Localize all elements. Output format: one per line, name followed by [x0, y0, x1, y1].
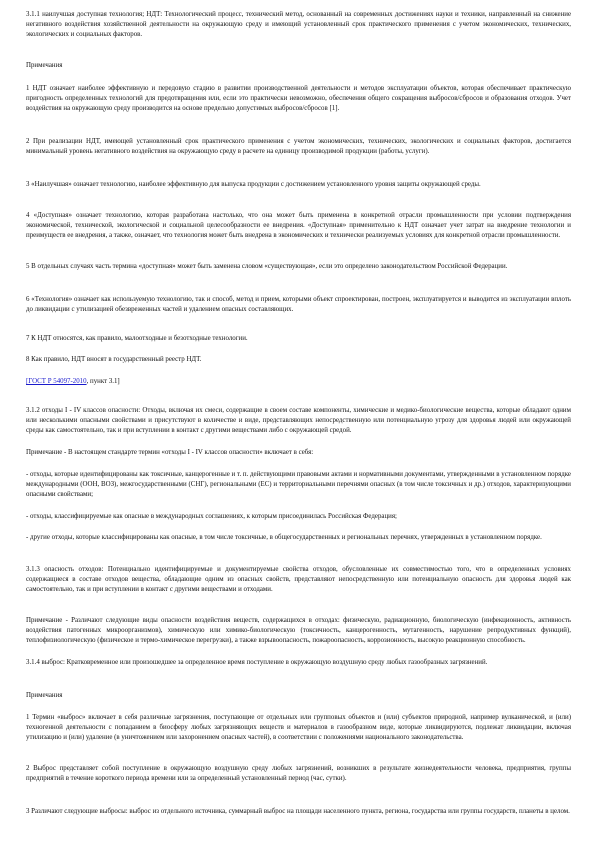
- gost-reference-link[interactable]: [ГОСТ Р 54097-2010: [26, 378, 87, 385]
- note-4: 4 «Доступная» означает технологию, которая разработана настолько, что она может быть применена в конкретной отрасли промышленности при условии подтверждения экономической, технической, экологической и социальной целесообразности ее внедрения. «Доступная» применительно к НДТ означает учет затрат на внедрение технологии и преимуществ ее внедрения, а также, означает, что технология может быть внедрена в экономических и технически реализуемых условиях для конкретной отрасли промышленности.: [26, 212, 571, 240]
- note-waste-intro: Примечание - В настоящем стандарте термин «отходы I - IV классов опасности» включает в себя:: [26, 449, 314, 456]
- note-danger-types: Примечание - Различают следующие виды опасности воздействия веществ, содержащихся в отходах: физическую, радиационную, биологическую (инфекционность, активность воздействия патогенных микроорганизмов), химическую или химико-биологическую (токсичность, канцерогенность, мутагенность, нарушение репродуктивных функций), теплофизиологическую (физическое и термо-химическое перегрузки), а также взрывоопасность, пожароопасность, коррозионность, высокую реакционную способность.: [26, 617, 571, 645]
- notes-heading-1: Примечания: [26, 62, 63, 69]
- reference: [26, 377, 571, 387]
- emission-note-1: 1 Термин «выброс» включает в себя различные загрязнения, поступающие от отдельных или групповых объектов и (или) субъектов природной, например вулканической, и (или) техногенной деятельности с попаданием в биосферу любых загрязняющих веществ и материалов в газообразном виде, которые ликвидируются, подлежат ликвидации, включая утилизацию и (или) удаление (в уничтожением или захоронением опасных частей), в соответствии с положениями национального законодательства.: [26, 714, 571, 742]
- emission-note-3: 3 Различают следующие выбросы: выброс из отдельного источника, суммарный выброс на площади населенного пункта, региона, государства или группы государств, планеты в целом.: [26, 808, 570, 815]
- term-3-1-1: 3.1.1 наилучшая доступная технология; НДТ: Технологический процесс, технический метод, основанный на современных достижениях науки и техники, направленный на снижение негативного воздействия хозяйственной деятельности на окружающую среду и имеющий установленный срок практического применения с учетом экономических, технических, экологических и социальных факторов.: [26, 11, 571, 39]
- term-3-1-4: 3.1.4 выброс: Кратковременное или произошедшее за определенное время поступление в окружающую воздушную среду любых газообразных загрязнений.: [26, 659, 488, 666]
- term-3-1-3: 3.1.3 опасность отходов: Потенциально идентифицируемые и документируемые свойства отходов, обусловленные их совместимостью того, что в определенных условиях содержащиеся в составе отходов вещества, обладающие одним из опасных свойств, представляют непосредственную или потенциальную опасность для здоровья людей как самостоятельно, так и при вступлении в контакт с другими веществами и отходами.: [26, 566, 571, 594]
- bullet-3: - другие отходы, которые классифицированы как опасные, в том числе токсичные, в общегосударственных и региональных перечнях, утвержденных в установленном порядке.: [26, 534, 542, 541]
- note-5: 5 В отдельных случаях часть термина «доступная» может быть заменена словом «существующая», если это определено законодательством Российской Федерации.: [26, 263, 508, 270]
- reference-rest: , пункт 3.1]: [86, 378, 120, 385]
- note-3: 3 «Наилучшая» означает технологию, наиболее эффективную для выпуска продукции с достижением установленного уровня защиты окружающей среды.: [26, 181, 481, 188]
- note-2: 2 При реализации НДТ, имеющей установленный срок практического применения с учетом экономических, технических, экологических и социальных факторов, достигается минимальный уровень негативного воздействия на окружающую среду в расчете на единицу производимой продукции (работы, услуги).: [26, 138, 571, 156]
- emission-note-2: 2 Выброс представляет собой поступление в окружающую воздушную среду любых загрязнений, возникших в результате жизнедеятельности человека, предприятия, группы предприятий в течение короткого периода времени или за определенный установленный период (час, сутки).: [26, 765, 571, 783]
- note-7: 7 К НДТ относятся, как правило, малоотходные и безотходные технологии.: [26, 335, 248, 342]
- bullet-2: - отходы, классифицируемые как опасные в международных соглашениях, к которым присоединилась Российская Федерация;: [26, 513, 397, 520]
- note-1: 1 НДТ означает наиболее эффективную и передовую стадию в развитии производственной деятельности и методов эксплуатации объектов, которая обеспечивает практическую пригодность определенных технологий для предотвращения или, если это практически невозможно, обеспечения общего сокращения выбросов/сбросов и образования отходов. Учет воздействия на окружающую среду производится на основе предельно допустимых выбросов/сбросов [1].: [26, 85, 571, 113]
- term-3-1-2: 3.1.2 отходы I - IV классов опасности: Отходы, включая их смеси, содержащие в своем составе компоненты, химические и медико-биологические вещества, которые обладают одним или несколькими опасными свойствами и присутствуют в количестве и виде, представляющих непосредственную или потенциальную угрозу для здоровья людей или окружающей среды как самостоятельно, так и при вступлении в контакт с другими веществами либо с окружающей средой.: [26, 407, 571, 435]
- note-6: 6 «Технология» означает как используемую технологию, так и способ, метод и прием, которыми объект спроектирован, построен, эксплуатируется и выводится из эксплуатации вплоть до ликвидации с утилизацией обезвреженных частей и удалением опасных составляющих.: [26, 296, 571, 314]
- bullet-1: - отходы, которые идентифицированы как токсичные, канцерогенные и т. п. действующими правовыми актами и нормативными документами, утвержденными в установленном порядке международными (ООН, ВОЗ), межгосударственными (СНГ), региональными (ЕС) и территориальными перечнями опасных (в том числе токсичных и др.) отходов, характеризующими опасными свойствами;: [26, 471, 571, 499]
- note-8: 8 Как правило, НДТ вносят в государственный реестр НДТ.: [26, 356, 202, 363]
- notes-heading-2: Примечания: [26, 692, 63, 699]
